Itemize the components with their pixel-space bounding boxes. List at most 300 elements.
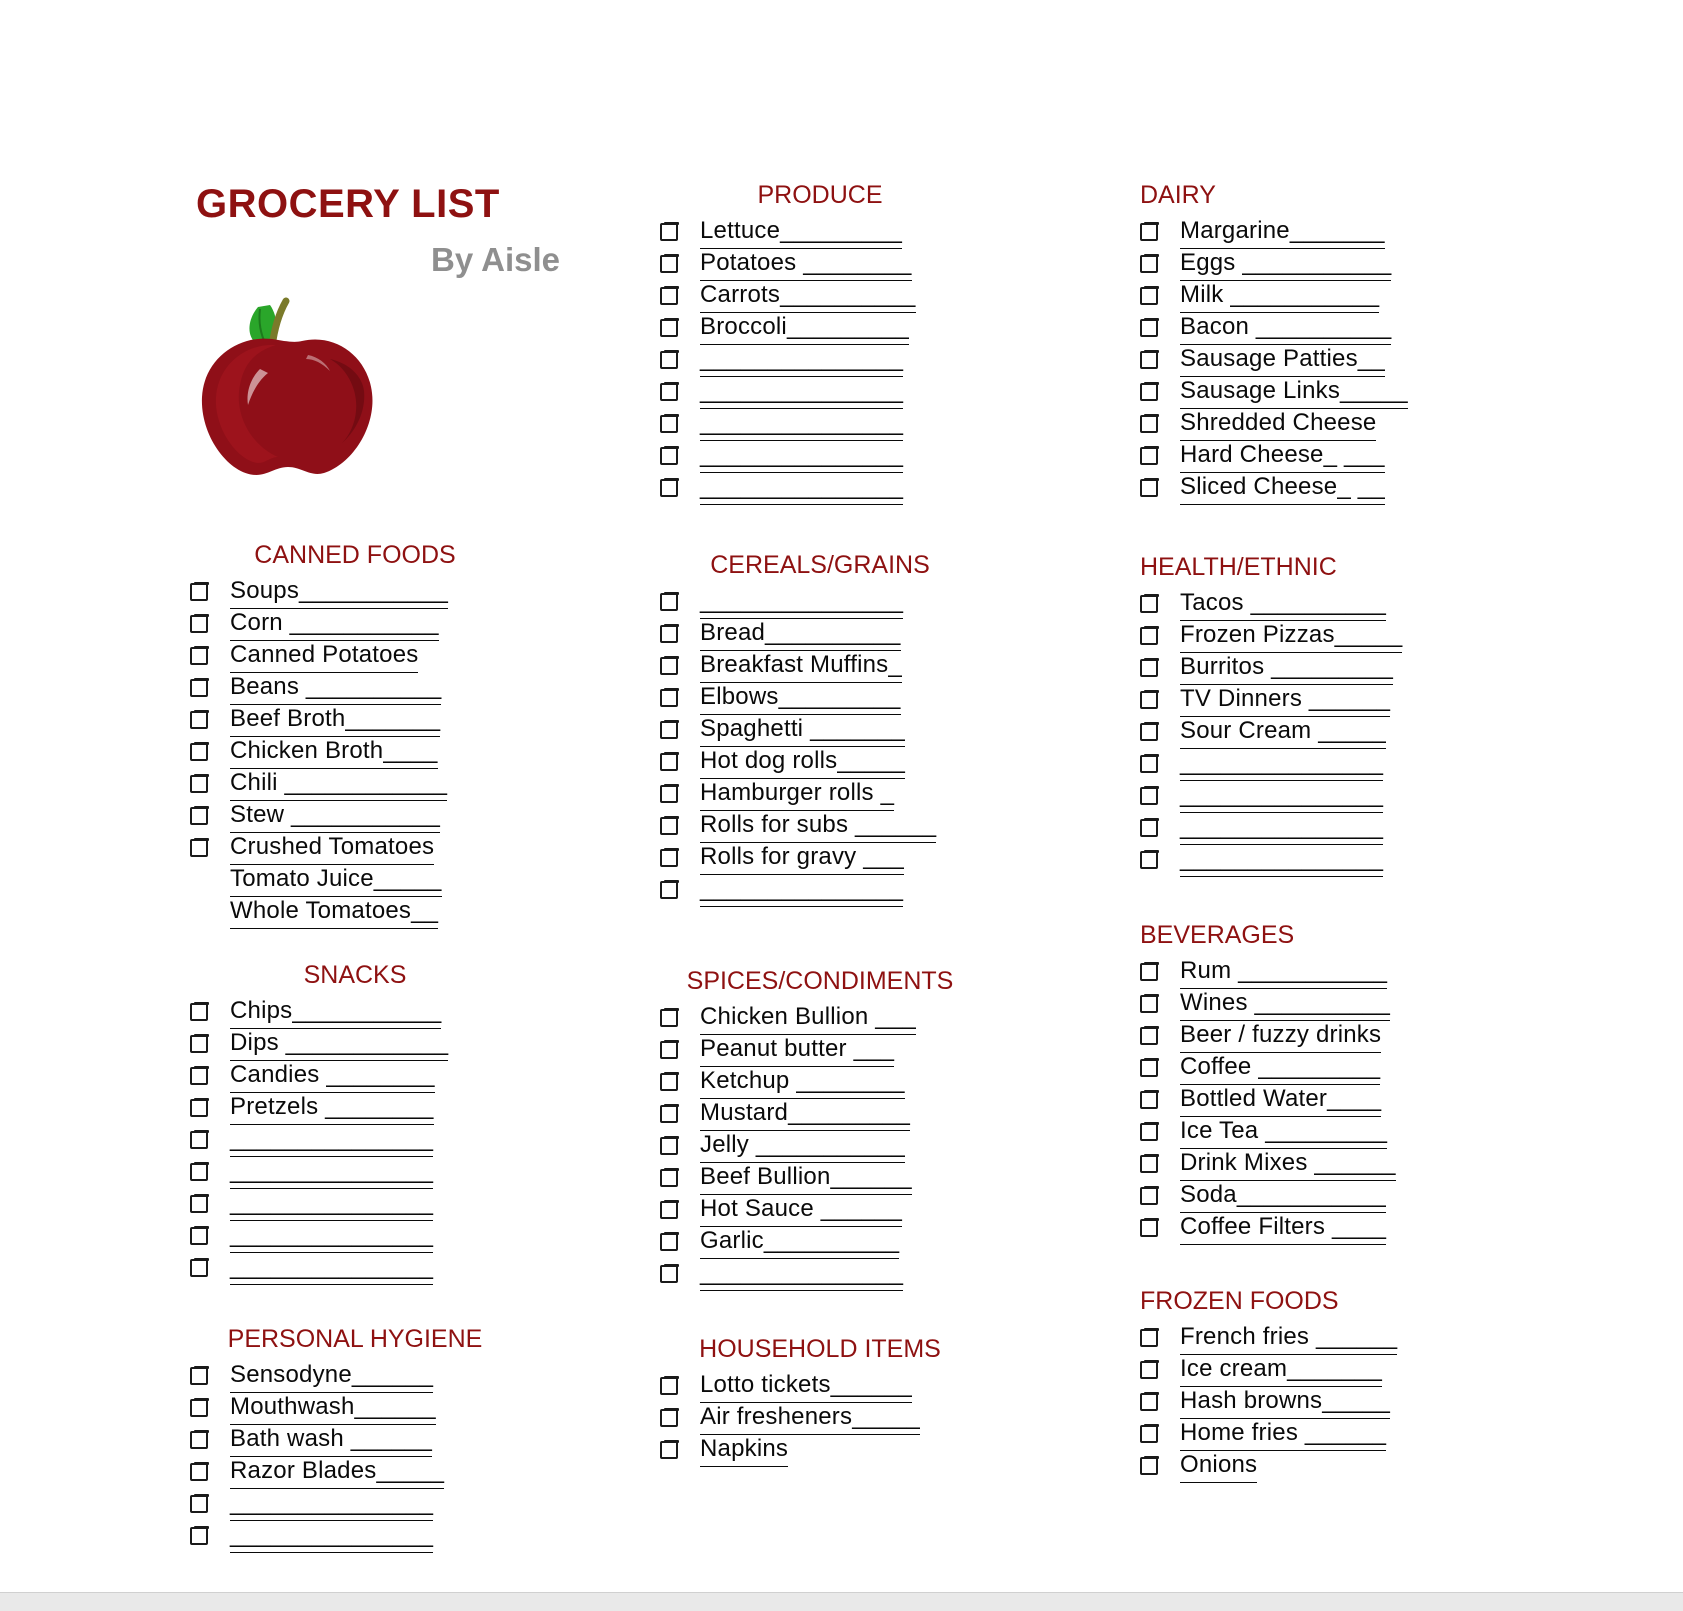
item-label: _______________ — [230, 1519, 433, 1553]
list-household-items — [660, 1370, 980, 1466]
item-label: Milk ___________ — [1180, 279, 1379, 313]
item-label: Dips ____________ — [230, 1027, 448, 1061]
checkbox[interactable] — [660, 1409, 678, 1427]
list-item[interactable] — [660, 1226, 980, 1258]
item-label: Shredded Cheese — [1180, 407, 1376, 441]
checkbox[interactable] — [660, 881, 678, 899]
list-item[interactable] — [1140, 956, 1440, 988]
checkbox[interactable] — [660, 1137, 678, 1155]
section-dairy — [1140, 180, 1440, 504]
list-canned-foods — [190, 576, 520, 928]
item-label: _______________ — [700, 439, 903, 473]
list-item[interactable] — [660, 1098, 980, 1130]
column-right — [1140, 180, 1440, 1496]
list-item[interactable] — [190, 1156, 520, 1188]
list-item[interactable] — [1140, 472, 1440, 504]
item-label: Mouthwash______ — [230, 1391, 436, 1425]
checkbox[interactable] — [1140, 1361, 1158, 1379]
list-item[interactable] — [1140, 1354, 1440, 1386]
checkbox[interactable] — [190, 807, 208, 825]
list-item[interactable] — [660, 1034, 980, 1066]
list-item[interactable] — [1140, 1386, 1440, 1418]
list-item[interactable] — [1140, 812, 1440, 844]
list-item[interactable] — [190, 1488, 520, 1520]
list-item[interactable] — [660, 408, 980, 440]
checkbox[interactable] — [660, 721, 678, 739]
list-item[interactable] — [1140, 716, 1440, 748]
checkbox[interactable] — [660, 785, 678, 803]
item-label: Beef Bullion______ — [700, 1161, 912, 1195]
list-item[interactable] — [1140, 312, 1440, 344]
list-item[interactable] — [1140, 440, 1440, 472]
checkbox[interactable] — [660, 1441, 678, 1459]
list-item[interactable] — [660, 1434, 980, 1466]
item-label: _______________ — [700, 343, 903, 377]
checkbox[interactable] — [1140, 1457, 1158, 1475]
item-label: _______________ — [230, 1219, 433, 1253]
item-label: Broccoli_________ — [700, 311, 909, 345]
item-label: Hamburger rolls _ — [700, 777, 894, 811]
checkbox[interactable] — [1140, 479, 1158, 497]
item-label: Napkins — [700, 1433, 788, 1467]
list-item[interactable] — [1140, 844, 1440, 876]
item-label: Lotto tickets______ — [700, 1369, 912, 1403]
list-item[interactable] — [1140, 344, 1440, 376]
item-label: Chicken Bullion ___ — [700, 1001, 916, 1035]
list-item[interactable] — [190, 832, 520, 864]
item-label: _______________ — [1180, 779, 1383, 813]
item-label: Rolls for gravy ___ — [700, 841, 904, 875]
list-item[interactable] — [660, 714, 980, 746]
list-item[interactable] — [190, 1060, 520, 1092]
list-health-ethnic — [1140, 588, 1440, 876]
list-item[interactable] — [660, 810, 980, 842]
list-item[interactable] — [1140, 1084, 1440, 1116]
checkbox[interactable] — [1140, 691, 1158, 709]
list-item[interactable] — [190, 704, 520, 736]
checkbox[interactable] — [1140, 1091, 1158, 1109]
item-label: Hard Cheese_ ___ — [1180, 439, 1385, 473]
item-label: Canned Potatoes — [230, 639, 418, 673]
list-item[interactable] — [1140, 748, 1440, 780]
item-label: Pretzels ________ — [230, 1091, 434, 1125]
section-cereals-grains — [660, 550, 980, 906]
list-item[interactable] — [1140, 376, 1440, 408]
list-spices-condiments — [660, 1002, 980, 1290]
item-label: _______________ — [700, 585, 903, 619]
checkbox[interactable] — [190, 1163, 208, 1181]
checkbox[interactable] — [190, 775, 208, 793]
item-label: _______________ — [230, 1123, 433, 1157]
checkbox[interactable] — [1140, 851, 1158, 869]
item-label: _______________ — [1180, 843, 1383, 877]
checkbox[interactable] — [660, 447, 678, 465]
section-frozen-foods — [1140, 1286, 1440, 1482]
list-item[interactable] — [660, 280, 980, 312]
checkbox[interactable] — [1140, 627, 1158, 645]
list-item[interactable] — [190, 608, 520, 640]
item-label: Tomato Juice_____ — [230, 863, 442, 897]
list-item[interactable] — [660, 1162, 980, 1194]
item-label: Hash browns_____ — [1180, 1385, 1390, 1419]
list-item[interactable] — [660, 1402, 980, 1434]
list-item[interactable] — [190, 896, 520, 928]
item-label: Sensodyne______ — [230, 1359, 433, 1393]
item-label: _______________ — [230, 1155, 433, 1189]
checkbox[interactable] — [660, 753, 678, 771]
list-item[interactable] — [660, 344, 980, 376]
checkbox[interactable] — [1140, 447, 1158, 465]
item-label: Hot Sauce ______ — [700, 1193, 902, 1227]
checkbox[interactable] — [660, 319, 678, 337]
list-item[interactable] — [660, 1194, 980, 1226]
checkbox[interactable] — [190, 647, 208, 665]
list-item[interactable] — [660, 1066, 980, 1098]
checkbox[interactable] — [190, 1463, 208, 1481]
checkbox[interactable] — [1140, 415, 1158, 433]
checkbox[interactable] — [1140, 1123, 1158, 1141]
checkbox[interactable] — [660, 479, 678, 497]
list-item[interactable] — [660, 778, 980, 810]
list-item[interactable] — [190, 864, 520, 896]
title-block — [196, 182, 596, 278]
list-item[interactable] — [660, 440, 980, 472]
item-label: Burritos _________ — [1180, 651, 1393, 685]
list-item[interactable] — [1140, 1020, 1440, 1052]
item-label: Coffee Filters ____ — [1180, 1211, 1386, 1245]
checkbox[interactable] — [1140, 595, 1158, 613]
item-label: Chips___________ — [230, 995, 441, 1029]
list-item[interactable] — [1140, 248, 1440, 280]
item-label: Ice Tea _________ — [1180, 1115, 1387, 1149]
list-item[interactable] — [660, 248, 980, 280]
item-label: Sausage Patties__ — [1180, 343, 1385, 377]
checkbox[interactable] — [1140, 383, 1158, 401]
checkbox[interactable] — [190, 615, 208, 633]
checkbox[interactable] — [1140, 755, 1158, 773]
item-label: _______________ — [230, 1251, 433, 1285]
item-label: Bath wash ______ — [230, 1423, 432, 1457]
list-item[interactable] — [1140, 216, 1440, 248]
list-item[interactable] — [190, 672, 520, 704]
list-item[interactable] — [660, 682, 980, 714]
checkbox[interactable] — [660, 1201, 678, 1219]
item-label: Tacos __________ — [1180, 587, 1386, 621]
column-middle — [660, 180, 980, 1480]
list-item[interactable] — [1140, 1418, 1440, 1450]
item-label: Stew ___________ — [230, 799, 440, 833]
checkbox[interactable] — [190, 679, 208, 697]
item-label: Peanut butter ___ — [700, 1033, 894, 1067]
list-item[interactable] — [1140, 620, 1440, 652]
checkbox[interactable] — [1140, 1219, 1158, 1237]
checkbox[interactable] — [1140, 287, 1158, 305]
section-title-frozen-foods: FROZEN FOODS — [1140, 1287, 1339, 1315]
list-item[interactable] — [1140, 280, 1440, 312]
checkbox[interactable] — [1140, 659, 1158, 677]
item-label: TV Dinners ______ — [1180, 683, 1390, 717]
checkbox[interactable] — [660, 415, 678, 433]
list-item[interactable] — [190, 1124, 520, 1156]
checkbox[interactable] — [190, 839, 208, 857]
item-label: Ice cream_______ — [1180, 1353, 1382, 1387]
list-item[interactable] — [190, 640, 520, 672]
item-label: Lettuce_________ — [700, 215, 902, 249]
item-label: Rum ___________ — [1180, 955, 1387, 989]
item-label: Beer / fuzzy drinks — [1180, 1019, 1381, 1053]
item-label: Onions — [1180, 1449, 1257, 1483]
list-item[interactable] — [1140, 1450, 1440, 1482]
section-title-dairy: DAIRY — [1140, 181, 1216, 209]
item-label: Chili ____________ — [230, 767, 447, 801]
list-item[interactable] — [1140, 652, 1440, 684]
item-label: Wines __________ — [1180, 987, 1390, 1021]
checkbox[interactable] — [190, 1067, 208, 1085]
checkbox[interactable] — [1140, 351, 1158, 369]
checkbox[interactable] — [190, 1527, 208, 1545]
checkbox[interactable] — [190, 1035, 208, 1053]
checkbox[interactable] — [190, 1259, 208, 1277]
item-label: Chicken Broth____ — [230, 735, 438, 769]
apple-icon — [190, 285, 400, 485]
item-label: Garlic__________ — [700, 1225, 899, 1259]
list-item[interactable] — [1140, 1116, 1440, 1148]
item-label: Potatoes ________ — [700, 247, 912, 281]
column-left — [190, 540, 520, 1566]
list-item[interactable] — [190, 800, 520, 832]
section-title-health-ethnic: HEALTH/ETHNIC — [1140, 553, 1337, 581]
item-label: Drink Mixes ______ — [1180, 1147, 1396, 1181]
checkbox[interactable] — [1140, 819, 1158, 837]
checkbox[interactable] — [660, 1041, 678, 1059]
list-item[interactable] — [660, 1002, 980, 1034]
checkbox[interactable] — [190, 1367, 208, 1385]
checkbox[interactable] — [660, 1233, 678, 1251]
item-label: Spaghetti _______ — [700, 713, 905, 747]
item-label: Bacon __________ — [1180, 311, 1391, 345]
item-label: Beef Broth_______ — [230, 703, 440, 737]
checkbox[interactable] — [660, 593, 678, 611]
checkbox[interactable] — [190, 583, 208, 601]
list-item[interactable] — [660, 842, 980, 874]
page-bottom-bar — [0, 1592, 1683, 1611]
list-item[interactable] — [190, 1392, 520, 1424]
item-label: Soda___________ — [1180, 1179, 1386, 1213]
checkbox[interactable] — [660, 351, 678, 369]
list-item[interactable] — [190, 1424, 520, 1456]
section-title-household-items: HOUSEHOLD ITEMS — [699, 1335, 941, 1363]
item-label: Elbows_________ — [700, 681, 901, 715]
checkbox[interactable] — [660, 1169, 678, 1187]
item-label: Corn ___________ — [230, 607, 439, 641]
checkbox[interactable] — [190, 1003, 208, 1021]
checkbox[interactable] — [1140, 1425, 1158, 1443]
list-snacks — [190, 996, 520, 1284]
item-label: Breakfast Muffins_ — [700, 649, 902, 683]
list-item[interactable] — [660, 1370, 980, 1402]
list-dairy — [1140, 216, 1440, 504]
item-label: Jelly ___________ — [700, 1129, 905, 1163]
list-item[interactable] — [190, 768, 520, 800]
list-item[interactable] — [190, 996, 520, 1028]
list-item[interactable] — [1140, 1148, 1440, 1180]
item-label: Eggs ___________ — [1180, 247, 1391, 281]
item-label: _______________ — [700, 1257, 903, 1291]
checkbox[interactable] — [190, 743, 208, 761]
list-item[interactable] — [1140, 1180, 1440, 1212]
list-item[interactable] — [190, 1456, 520, 1488]
checkbox[interactable] — [660, 383, 678, 401]
list-item[interactable] — [1140, 1212, 1440, 1244]
list-item[interactable] — [660, 586, 980, 618]
checkbox[interactable] — [1140, 319, 1158, 337]
item-label: _______________ — [700, 375, 903, 409]
checkbox[interactable] — [1140, 1329, 1158, 1347]
item-label: Coffee _________ — [1180, 1051, 1380, 1085]
item-label: _______________ — [1180, 747, 1383, 781]
item-label: Crushed Tomatoes — [230, 831, 434, 865]
checkbox[interactable] — [660, 1377, 678, 1395]
checkbox[interactable] — [660, 1009, 678, 1027]
checkbox[interactable] — [660, 287, 678, 305]
checkbox[interactable] — [1140, 995, 1158, 1013]
checkbox[interactable] — [1140, 723, 1158, 741]
list-item[interactable] — [660, 216, 980, 248]
list-item[interactable] — [660, 874, 980, 906]
page-subtitle: By Aisle — [430, 241, 560, 278]
section-snacks — [190, 960, 520, 1284]
checkbox[interactable] — [1140, 963, 1158, 981]
checkbox[interactable] — [190, 1099, 208, 1117]
checkbox[interactable] — [660, 1265, 678, 1283]
checkbox[interactable] — [660, 849, 678, 867]
list-item[interactable] — [190, 1092, 520, 1124]
list-item[interactable] — [190, 1520, 520, 1552]
item-label: Ketchup ________ — [700, 1065, 905, 1099]
item-label: Bread__________ — [700, 617, 901, 651]
checkbox[interactable] — [1140, 223, 1158, 241]
section-title-cereals-grains: CEREALS/GRAINS — [710, 551, 930, 579]
checkbox[interactable] — [190, 1495, 208, 1513]
list-item[interactable] — [190, 576, 520, 608]
item-label: _______________ — [700, 407, 903, 441]
item-label: _______________ — [1180, 811, 1383, 845]
checkbox[interactable] — [1140, 1027, 1158, 1045]
item-label: Margarine_______ — [1180, 215, 1385, 249]
list-item[interactable] — [190, 1360, 520, 1392]
checkbox[interactable] — [190, 1131, 208, 1149]
item-label: _______________ — [700, 471, 903, 505]
checkbox[interactable] — [660, 817, 678, 835]
section-health-ethnic — [1140, 552, 1440, 876]
section-personal-hygiene — [190, 1324, 520, 1552]
checkbox[interactable] — [1140, 255, 1158, 273]
checkbox[interactable] — [190, 1227, 208, 1245]
list-item[interactable] — [190, 736, 520, 768]
list-item[interactable] — [190, 1028, 520, 1060]
list-item[interactable] — [1140, 588, 1440, 620]
item-label: _______________ — [230, 1187, 433, 1221]
checkbox[interactable] — [1140, 1059, 1158, 1077]
list-item[interactable] — [660, 472, 980, 504]
list-frozen-foods — [1140, 1322, 1440, 1482]
item-label: Rolls for subs ______ — [700, 809, 936, 843]
item-label: Home fries ______ — [1180, 1417, 1386, 1451]
section-title-snacks: SNACKS — [303, 961, 407, 989]
item-label: Beans __________ — [230, 671, 441, 705]
checkbox[interactable] — [1140, 787, 1158, 805]
list-item[interactable] — [1140, 684, 1440, 716]
item-label: Soups___________ — [230, 575, 448, 609]
list-item[interactable] — [1140, 780, 1440, 812]
checkbox[interactable] — [190, 711, 208, 729]
list-item[interactable] — [190, 1252, 520, 1284]
item-label: Frozen Pizzas_____ — [1180, 619, 1402, 653]
checkbox[interactable] — [1140, 1155, 1158, 1173]
section-beverages — [1140, 920, 1440, 1244]
section-canned-foods — [190, 540, 520, 928]
checkbox[interactable] — [660, 255, 678, 273]
item-label: Sour Cream _____ — [1180, 715, 1386, 749]
item-label: Hot dog rolls_____ — [700, 745, 905, 779]
item-label: Sausage Links_____ — [1180, 375, 1408, 409]
list-produce — [660, 216, 980, 504]
item-label: Sliced Cheese_ __ — [1180, 471, 1385, 505]
section-title-spices-condiments: SPICES/CONDIMENTS — [686, 967, 954, 995]
item-label: Mustard_________ — [700, 1097, 910, 1131]
checkbox[interactable] — [660, 1105, 678, 1123]
list-item[interactable] — [660, 650, 980, 682]
list-item[interactable] — [1140, 1052, 1440, 1084]
list-item[interactable] — [190, 1188, 520, 1220]
item-label: Whole Tomatoes__ — [230, 895, 438, 929]
checkbox[interactable] — [190, 1431, 208, 1449]
list-item[interactable] — [660, 1258, 980, 1290]
list-item[interactable] — [190, 1220, 520, 1252]
list-item[interactable] — [1140, 1322, 1440, 1354]
list-item[interactable] — [660, 312, 980, 344]
item-label: Carrots__________ — [700, 279, 916, 313]
list-item[interactable] — [660, 746, 980, 778]
list-personal-hygiene — [190, 1360, 520, 1552]
section-title-produce: PRODUCE — [757, 181, 883, 209]
checkbox[interactable] — [660, 223, 678, 241]
list-item[interactable] — [660, 1130, 980, 1162]
section-spices-condiments — [660, 966, 980, 1290]
checkbox[interactable] — [660, 1073, 678, 1091]
item-label: Air fresheners_____ — [700, 1401, 920, 1435]
section-household-items — [660, 1334, 980, 1466]
item-label: Razor Blades_____ — [230, 1455, 444, 1489]
section-title-personal-hygiene: PERSONAL HYGIENE — [227, 1325, 483, 1353]
checkbox[interactable] — [190, 1195, 208, 1213]
section-title-beverages: BEVERAGES — [1140, 921, 1295, 949]
checkbox[interactable] — [660, 625, 678, 643]
checkbox[interactable] — [1140, 1393, 1158, 1411]
section-title-canned-foods: CANNED FOODS — [254, 541, 456, 569]
item-label: _______________ — [230, 1487, 433, 1521]
list-item[interactable] — [660, 618, 980, 650]
list-item[interactable] — [1140, 408, 1440, 440]
checkbox[interactable] — [660, 689, 678, 707]
item-label: Bottled Water____ — [1180, 1083, 1381, 1117]
checkbox[interactable] — [190, 1399, 208, 1417]
list-item[interactable] — [660, 376, 980, 408]
checkbox[interactable] — [1140, 1187, 1158, 1205]
list-item[interactable] — [1140, 988, 1440, 1020]
checkbox[interactable] — [660, 657, 678, 675]
list-cereals-grains — [660, 586, 980, 906]
